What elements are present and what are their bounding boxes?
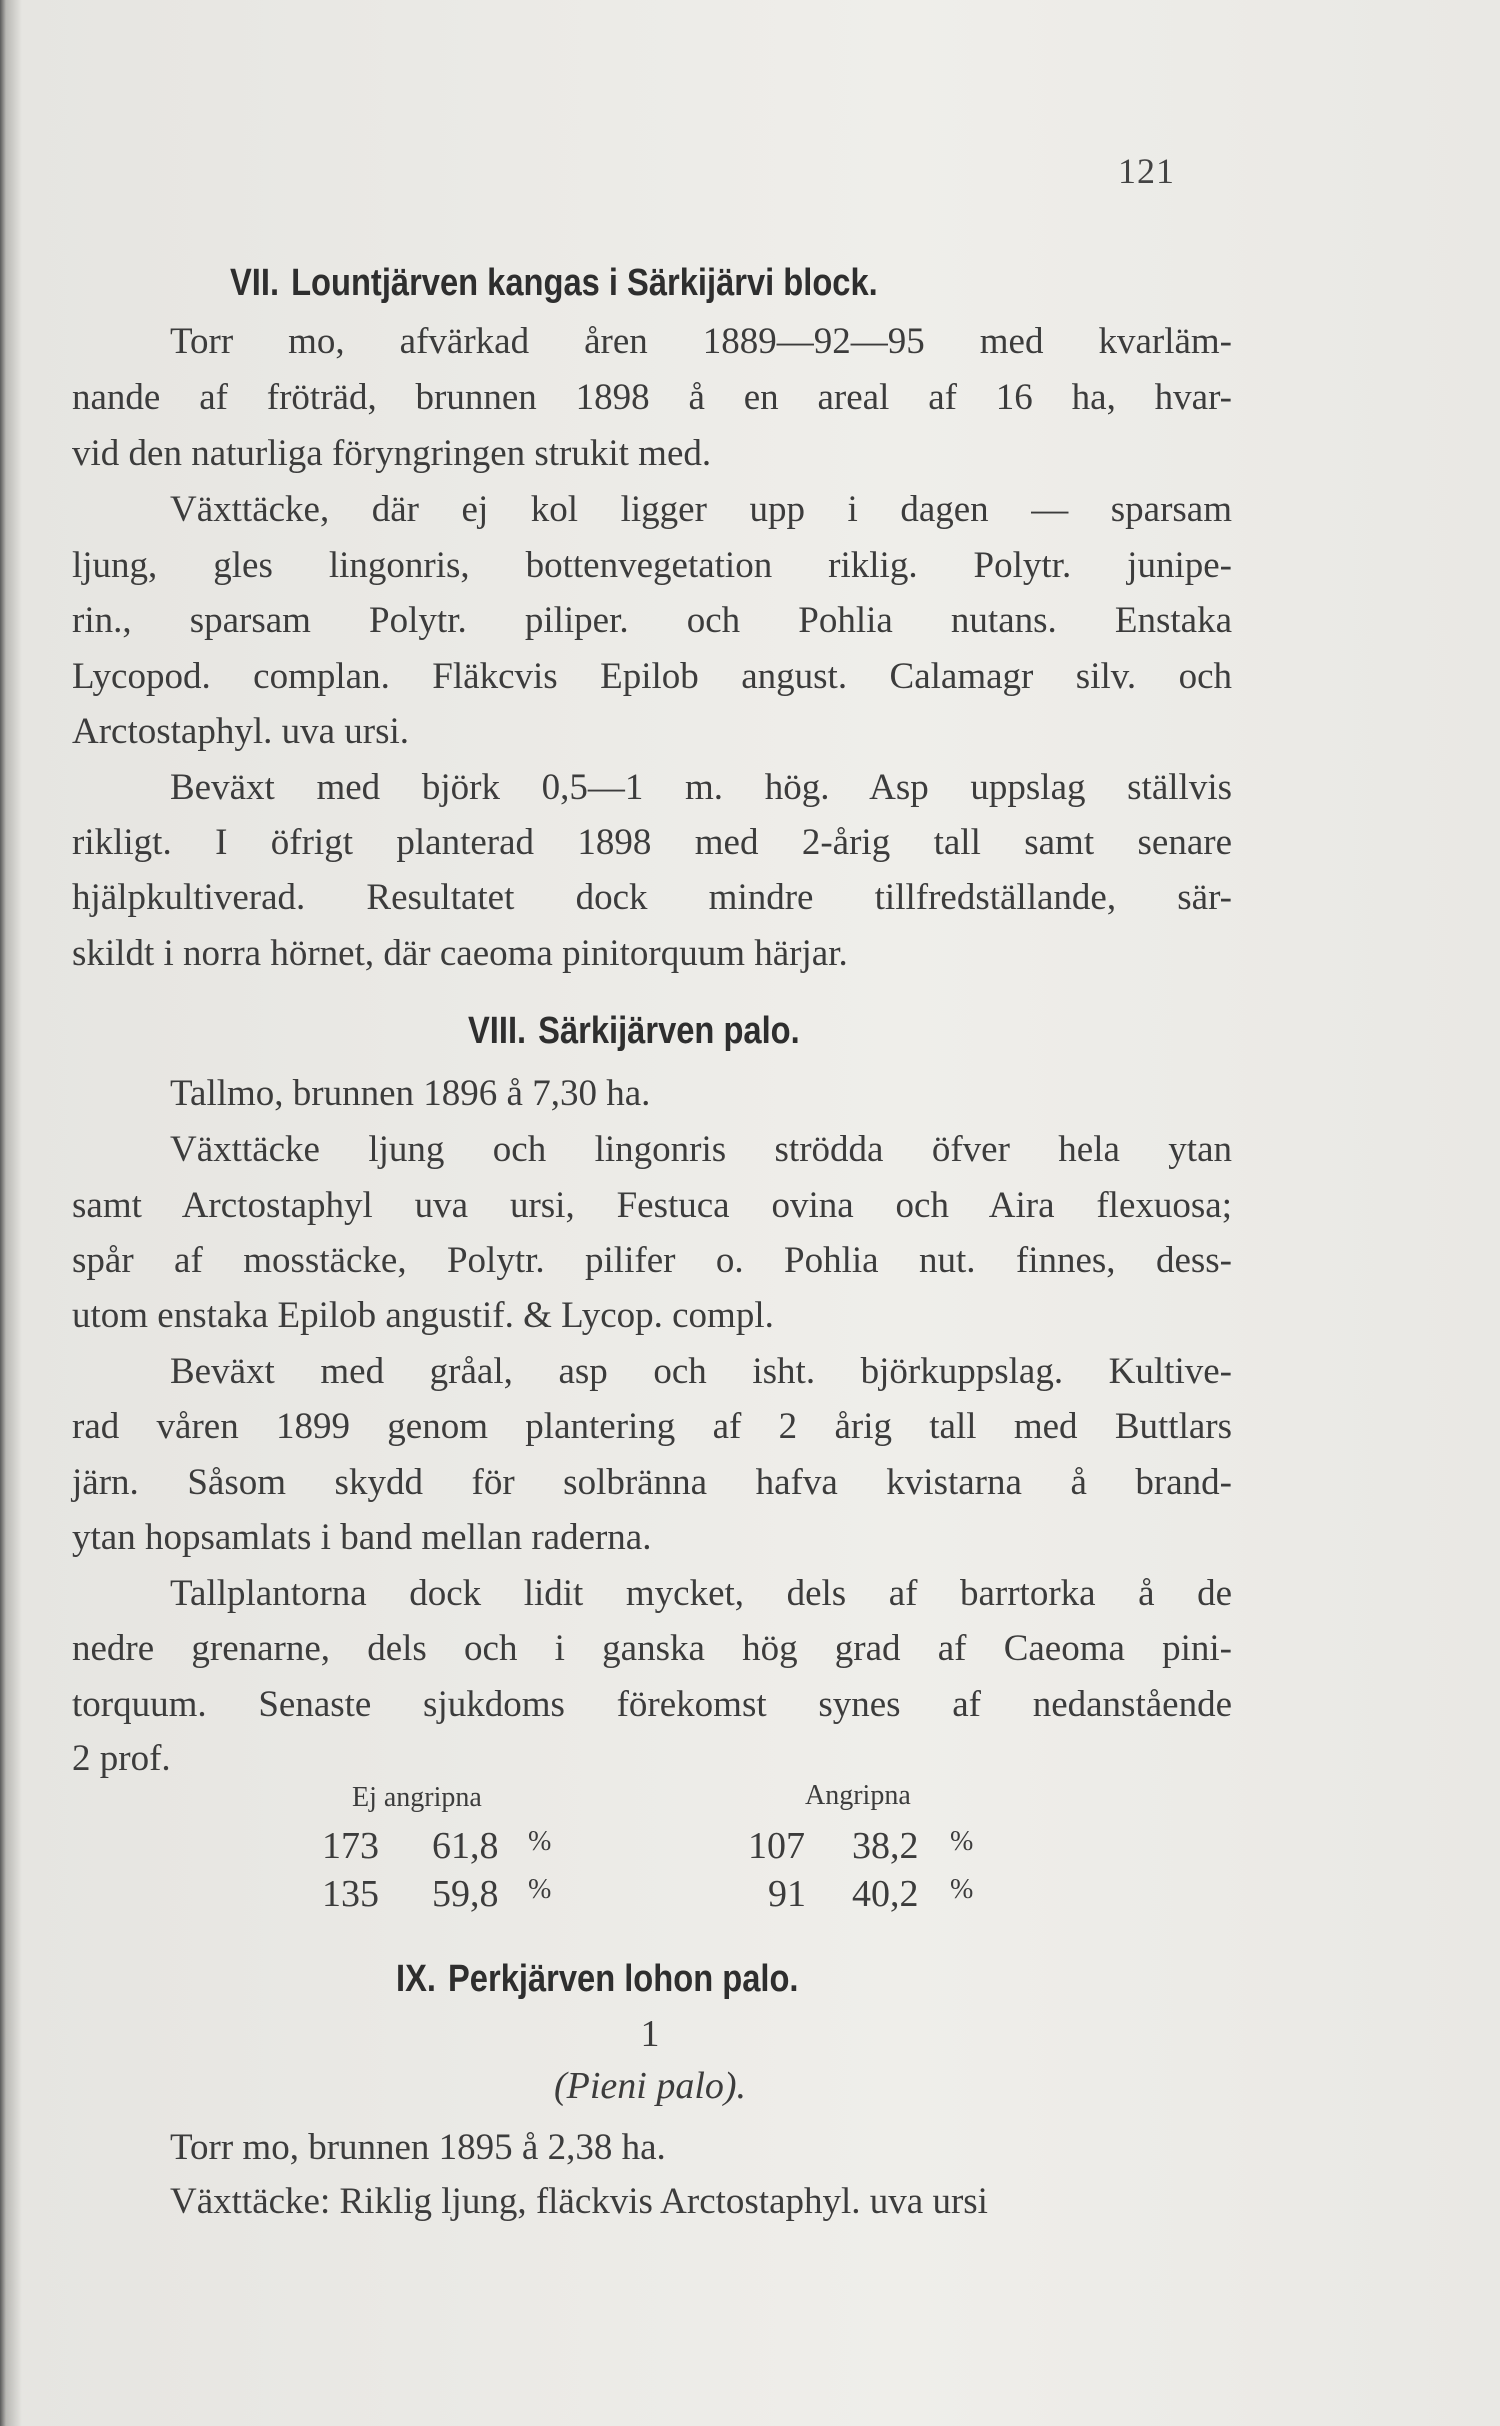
paragraph-line: Tallplantorna dock lidit mycket, dels af barrtorka å de <box>170 1573 1232 1614</box>
paragraph-line: torquum. Senaste sjukdoms förekomst synes af nedanstående <box>72 1684 1232 1725</box>
paragraph-line: rad våren 1899 genom plantering af 2 årig tall med Buttlars <box>72 1406 1232 1447</box>
paragraph-line: nande af fröträd, brunnen 1898 å en areal af 16 ha, hvar- <box>72 377 1232 418</box>
table-cell: 40,2 <box>852 1873 919 1915</box>
subsection-number: 1 <box>640 2013 660 2055</box>
paragraph-line: Torr mo, afvärkad åren 1889—92—95 med kvarläm- <box>170 321 1232 362</box>
paragraph-line: hjälpkultiverad. Resultatet dock mindre tillfredställande, sär- <box>72 877 1232 918</box>
paragraph-line: Beväxt med björk 0,5—1 m. hög. Asp uppslag ställvis <box>170 767 1232 808</box>
paragraph-line: spår af mosstäcke, Polytr. pilifer o. Pohlia nut. finnes, dess- <box>72 1240 1232 1281</box>
percent-sign: % <box>950 1826 974 1857</box>
table-cell: 38,2 <box>852 1825 919 1867</box>
paragraph-line: järn. Såsom skydd för solbränna hafva kvistarna å brand- <box>72 1462 1232 1503</box>
table-header-angripna: Angripna <box>805 1780 911 1811</box>
table-cell: 135 <box>322 1873 379 1915</box>
section-number: IX. <box>396 1958 436 2000</box>
percent-sign: % <box>950 1874 974 1905</box>
paragraph-line: rikligt. I öfrigt planterad 1898 med 2-årig tall samt senare <box>72 822 1232 863</box>
section-title: Perkjärven lohon palo. <box>448 1958 799 2000</box>
paragraph-line: vid den naturliga föryngringen strukit med. <box>72 433 712 474</box>
paragraph-line: nedre grenarne, dels och i ganska hög grad af Caeoma pini- <box>72 1628 1232 1669</box>
section-title: Lountjärven kangas i Särkijärvi block. <box>291 262 878 304</box>
paragraph-line: 2 prof. <box>72 1738 171 1779</box>
paragraph-line: Tallmo, brunnen 1896 å 7,30 ha. <box>170 1073 651 1114</box>
table-cell: 107 <box>748 1825 805 1867</box>
table-cell: 91 <box>768 1873 806 1915</box>
paragraph-line: skildt i norra hörnet, där caeoma pinitorquum härjar. <box>72 933 848 974</box>
paragraph-line: Växttäcke, där ej kol ligger upp i dagen — sparsam <box>170 489 1232 530</box>
percent-sign: % <box>528 1874 552 1905</box>
section-heading-viii <box>468 1010 1500 1053</box>
paragraph-line: samt Arctostaphyl uva ursi, Festuca ovina och Aira flexuosa; <box>72 1185 1232 1226</box>
paragraph-line: Växttäcke: Riklig ljung, fläckvis Arctostaphyl. uva ursi <box>170 2181 988 2222</box>
paragraph-line: Växttäcke ljung och lingonris strödda öfver hela ytan <box>170 1129 1232 1170</box>
section-number: VIII. <box>468 1010 527 1052</box>
table-cell: 61,8 <box>432 1825 499 1867</box>
page-number: 121 <box>1118 151 1175 191</box>
paragraph-line: Lycopod. complan. Fläkcvis Epilob angust. Calamagr silv. och <box>72 656 1232 697</box>
paragraph-line: Beväxt med gråal, asp och isht. björkuppslag. Kultive- <box>170 1351 1232 1392</box>
section-heading-vii <box>230 262 1500 305</box>
section-number: VII. <box>230 262 280 304</box>
table-header-ej-angripna: Ej angripna <box>352 1782 482 1813</box>
section-heading-ix <box>396 1958 1500 2001</box>
percent-sign: % <box>528 1826 552 1857</box>
paragraph-line: Arctostaphyl. uva ursi. <box>72 711 410 752</box>
subsection-title: (Pieni palo). <box>553 2065 747 2107</box>
paragraph-line: Torr mo, brunnen 1895 å 2,38 ha. <box>170 2127 666 2168</box>
paragraph-line: utom enstaka Epilob angustif. & Lycop. compl. <box>72 1295 774 1336</box>
paragraph-line: ljung, gles lingonris, bottenvegetation riklig. Polytr. junipe- <box>72 545 1232 586</box>
paragraph-line: rin., sparsam Polytr. piliper. och Pohlia nutans. Enstaka <box>72 600 1232 641</box>
paragraph-line: ytan hopsamlats i band mellan raderna. <box>72 1517 652 1558</box>
table-cell: 173 <box>322 1825 379 1867</box>
table-cell: 59,8 <box>432 1873 499 1915</box>
section-title: Särkijärven palo. <box>538 1010 800 1052</box>
